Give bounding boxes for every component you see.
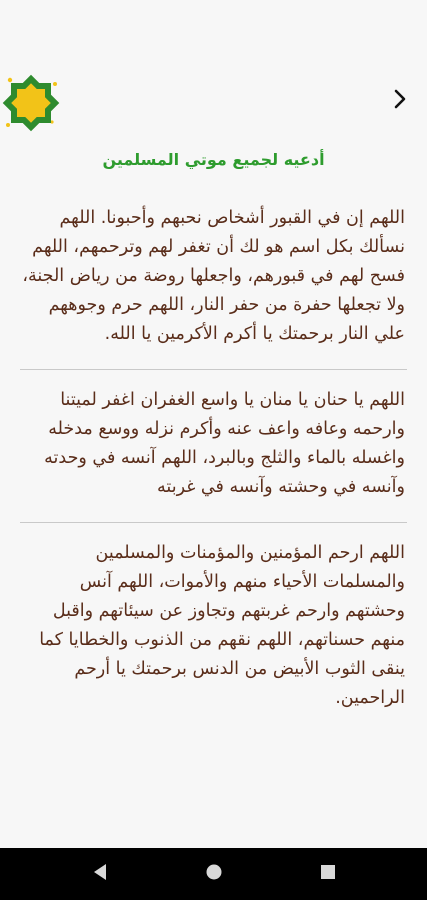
chevron-right-icon xyxy=(392,88,408,114)
divider xyxy=(20,369,407,370)
header xyxy=(0,60,427,140)
dua-text: اللهم يا حنان يا منان يا واسع الغفران اغفر لميتنا وارحمه وعافه واعف عنه وأكرم نزله ووسع مدخله واغسله بالماء والثلج وبالبرد، اللهم آنسه في وحدته وآنسه في وحشته وآنسه في غربته xyxy=(44,390,405,497)
circle-home-icon xyxy=(205,863,223,885)
dua-text: اللهم ارحم المؤمنين والمؤمنات والمسلمين والمسلمات الأحياء منهم والأموات، اللهم آنس وحشتهم وارحم غربتهم وتجاوز عن سيئاتهم واقبل منهم حسناتهم، اللهم نقهم من الذنوب والخطايا كما ينقى الثوب الأبيض من الدنس برحمتك يا أرحم الراحمين. xyxy=(39,543,405,708)
back-button[interactable] xyxy=(387,88,413,114)
page-title: أدعيه لجميع موتي المسلمين xyxy=(102,150,325,169)
dua-list xyxy=(20,196,407,727)
nav-back-button[interactable] xyxy=(85,859,115,889)
nav-recents-button[interactable] xyxy=(313,859,343,889)
islamic-star-logo-icon xyxy=(0,70,62,132)
square-recents-icon xyxy=(320,864,336,884)
system-nav-bar xyxy=(0,848,427,900)
nav-home-button[interactable] xyxy=(199,859,229,889)
triangle-back-icon xyxy=(92,863,108,885)
divider xyxy=(20,522,407,523)
status-bar xyxy=(0,0,427,40)
dua-text: اللهم إن في القبور أشخاص نحبهم وأحبونا. اللهم نسألك بكل اسم هو لك أن تغفر لهم وترحمهم، اللهم فسح لهم في قبورهم، واجعلها روضة من رياض الجنة، ولا تجعلها حفرة من حفر النار، اللهم حرم وجوههم علي النار برحمتك يا أكرم الأكرمين يا الله. xyxy=(22,208,405,344)
